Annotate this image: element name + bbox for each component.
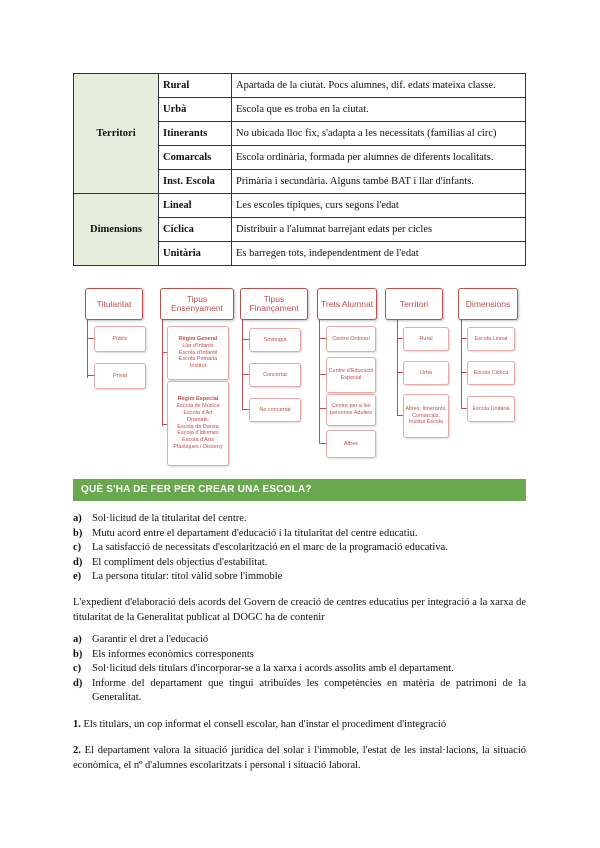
list-item: b) Els informes econòmics corresponents <box>73 648 254 660</box>
row-desc: Escola que es troba en la ciutat. <box>232 98 526 122</box>
step-1: 1. Els titulars, un cop informat el consell escolar, han d'instar el procediment d'integració <box>73 719 447 730</box>
row-label: Inst. Escola <box>159 170 232 194</box>
header-tipus-financament: Tipus Finançament <box>240 288 308 320</box>
expedient-list <box>73 633 526 706</box>
list-item: d) Informe del departament que tingui atribuïdes les competències en matèria de patrimoni de la Generalitat. <box>73 677 526 703</box>
row-label: Rural <box>159 74 232 98</box>
group-dimensions: Dimensions <box>74 194 159 266</box>
row-desc: Apartada de la ciutat. Pocs alumnes, dif. edats mateixa classe. <box>232 74 526 98</box>
box-altres: Altres <box>326 430 376 458</box>
box-centre-ordinari: Centre Ordinari <box>326 326 376 352</box>
general-line: Llar d'Infants <box>182 342 214 349</box>
list-item: a) Garantir el dret a l'educació <box>73 634 209 645</box>
regim-especial-title: Règim Especial <box>177 396 219 402</box>
row-label: Itinerants <box>159 122 232 146</box>
row-desc: Distribuir a l'alumnat barrejant edats per cicles <box>232 218 526 242</box>
especial-line: Escola d'Arts <box>182 437 214 444</box>
box-regim-especial <box>167 381 229 466</box>
regim-general-title: Règim General <box>178 335 218 342</box>
row-desc: Es barregen tots, independentment de l'edat <box>232 242 526 266</box>
box-centre-educacio-especial: Centre d'Educació Especial <box>326 357 376 393</box>
box-regim-general <box>167 326 229 380</box>
general-line: Escola Primària <box>178 356 218 363</box>
header-titularitat: Titularitat <box>85 288 143 320</box>
table-row <box>74 194 526 218</box>
group-territori: Territori <box>74 74 159 194</box>
row-label: Lineal <box>159 194 232 218</box>
row-label: Urbà <box>159 98 232 122</box>
especial-line: Escola de Dansa <box>177 423 219 430</box>
list-item: c) Sol·licitud dels titulars d'incorporar-se a la xarxa i acords assolits amb el departament. <box>73 663 454 674</box>
list-item: e) La persona titular: títol vàlid sobre l'immoble <box>73 571 283 582</box>
table-row <box>74 74 526 98</box>
row-label: Cíclica <box>159 218 232 242</box>
expedient-paragraph: L'expedient d'elaboració dels acords del Govern de creació de centres educatius per integració a la xarxa de titularitat de la Generalitat publicat al DOGC ha de contenir <box>73 597 526 623</box>
header-trets-alumnat: Trets Alumnat <box>317 288 377 320</box>
school-types-diagram <box>85 288 525 466</box>
header-territori: Territori <box>385 288 443 320</box>
especial-line: Escola de Música <box>176 402 220 409</box>
box-rural: Rural <box>403 327 449 351</box>
especial-line: Escola d'Idiomes <box>177 430 219 437</box>
row-label: Comarcals <box>159 146 232 170</box>
box-privat: Privat <box>94 363 146 389</box>
list-item: a) Sol·licitud de la titularitat del centre. <box>73 513 247 524</box>
especial-line: Dramàtic <box>186 416 209 423</box>
header-dimensions: Dimensions <box>458 288 518 320</box>
row-label: Unitària <box>159 242 232 266</box>
general-line: Escola d'Infantil <box>178 349 218 356</box>
list-item: d) El compliment dels objectius d'estabilitat. <box>73 556 268 568</box>
list-item: c) La satisfacció de necessitats d'escolarització en el marc de la programació educativa. <box>73 542 448 553</box>
especial-line: Plàstiques i Disseny <box>173 444 223 451</box>
header-tipus-ensenyament: Tipus Ensenyament <box>160 288 234 320</box>
box-concertat: Concertat <box>249 363 301 387</box>
box-public: Públic <box>94 326 146 352</box>
box-urba: Urbà <box>403 361 449 385</box>
classification-table <box>73 73 526 266</box>
list-item: b) Mutu acord entre el departament d'educació i la titularitat del centre educatiu. <box>73 527 418 539</box>
box-escola-lineal: Escola Lineal <box>467 327 515 351</box>
box-centre-adultes: Centre per a les persones Adultes <box>326 394 376 426</box>
row-desc: No ubicada lloc fix, s'adapta a les necessitats (famílias al circ) <box>232 122 526 146</box>
box-escola-ciclica: Escola Cíclica <box>467 361 515 385</box>
general-line: Institut <box>189 363 207 370</box>
box-sostingut: Sostingut <box>249 328 301 352</box>
box-no-concertat: No concertat <box>249 398 301 422</box>
section-banner: QUÈ S'HA DE FER PER CREAR UNA ESCOLA? <box>73 479 526 501</box>
step-2: 2. El departament valora la situació jurídica del solar i l'immoble, l'estat de les instal·lacions, la situació econòmica, el nº d'alumnes escolaritzats i personal i situació laboral. <box>73 745 526 771</box>
requirements-list <box>73 512 526 585</box>
box-escola-unitaria: Escola Unitària <box>467 396 515 422</box>
row-desc: Escola ordinària, formada per alumnes de diferents localitats. <box>232 146 526 170</box>
row-desc: Les escoles típiques, curs segons l'edat <box>232 194 526 218</box>
row-desc: Primària i secundària. Alguns també BAT i llar d'infants. <box>232 170 526 194</box>
box-altres-territori: Altres: Itinerants, Comarcals, Institut Escola <box>403 394 449 438</box>
especial-line: Escola d'Art <box>183 409 213 416</box>
